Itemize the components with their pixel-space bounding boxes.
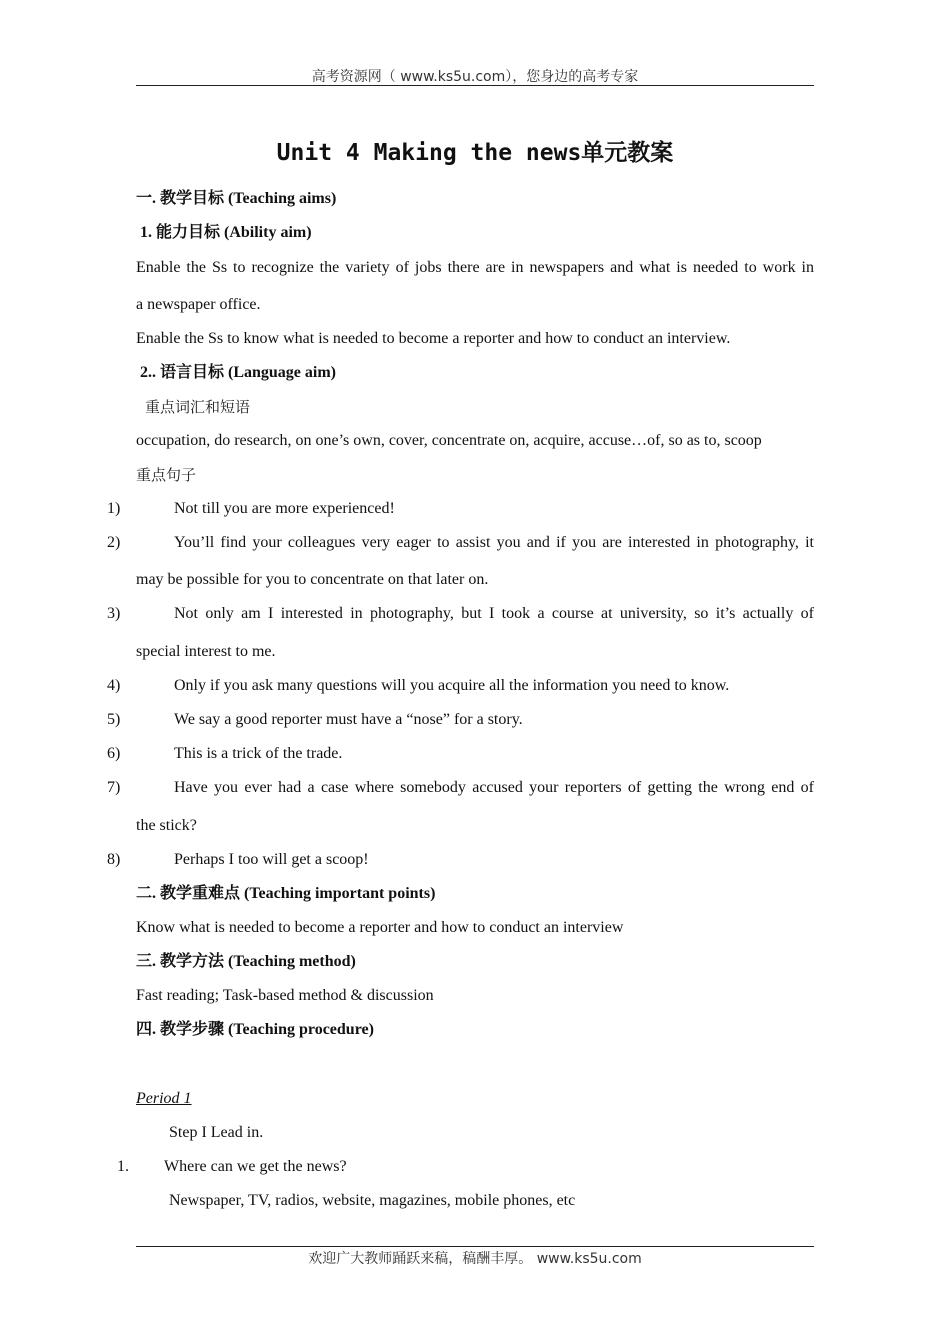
ability-paragraph-2: Enable the Ss to know what is needed to become a reporter and how to conduct an interview. — [136, 330, 731, 347]
vocab-list: occupation, do research, on one’s own, cover, concentrate on, acquire, accuse…of, so as to, scoop — [136, 432, 762, 449]
sentence-2-line-1: You’ll find your colleagues very eager to assist you and if you are interested in photography, it — [174, 534, 814, 551]
header-rule — [136, 85, 814, 86]
step-1-label: Step I Lead in. — [169, 1124, 264, 1141]
ability-paragraph-1-line-1: Enable the Ss to recognize the variety of jobs there are in newspapers and what is needed to work in — [136, 259, 814, 276]
page-footer: 欢迎广大教师踊跃来稿，稿酬丰厚。 www.ks5u.com — [308, 1251, 642, 1267]
sentence-1: Not till you are more experienced! — [174, 500, 395, 517]
language-aim-heading: 2.. 语言目标 (Language aim) — [140, 364, 337, 381]
vocab-label: 重点词汇和短语 — [145, 398, 251, 416]
sentence-7-line-2: the stick? — [136, 817, 197, 834]
ability-aim-heading: 1. 能力目标 (Ability aim) — [140, 224, 312, 241]
sentence-3-line-2: special interest to me. — [136, 643, 276, 660]
sentence-2-line-2: may be possible for you to concentrate on that later on. — [136, 571, 489, 588]
sentence-3-number: 3) — [107, 605, 121, 622]
section-3-text: Fast reading; Task-based method & discussion — [136, 987, 434, 1004]
document-title: Unit 4 Making the news单元教案 — [276, 140, 674, 166]
section-1-heading: 一. 教学目标 (Teaching aims) — [136, 190, 337, 207]
sentences-label: 重点句子 — [136, 466, 197, 484]
sentence-4: Only if you ask many questions will you acquire all the information you need to know. — [174, 677, 730, 694]
footer-rule — [136, 1246, 814, 1247]
sentence-1-number: 1) — [107, 500, 121, 517]
page-header: 高考资源网（ www.ks5u.com），您身边的高考专家 — [311, 69, 639, 85]
section-2-heading: 二. 教学重难点 (Teaching important points) — [136, 885, 436, 902]
period-label: Period 1 — [136, 1090, 192, 1107]
ability-paragraph-1-line-2: a newspaper office. — [136, 296, 261, 313]
sentence-3-line-1: Not only am I interested in photography, but I took a course at university, so it’s actually of — [174, 605, 814, 622]
sentence-5-number: 5) — [107, 711, 121, 728]
question-1: Where can we get the news? — [164, 1158, 347, 1175]
sentence-4-number: 4) — [107, 677, 121, 694]
section-4-heading: 四. 教学步骤 (Teaching procedure) — [136, 1021, 374, 1038]
sentence-8: Perhaps I too will get a scoop! — [174, 851, 369, 868]
sentence-6: This is a trick of the trade. — [174, 745, 343, 762]
sentence-7-line-1: Have you ever had a case where somebody accused your reporters of getting the wrong end of — [174, 779, 814, 796]
section-2-text: Know what is needed to become a reporter and how to conduct an interview — [136, 919, 624, 936]
answer-1: Newspaper, TV, radios, website, magazines, mobile phones, etc — [169, 1192, 576, 1209]
sentence-8-number: 8) — [107, 851, 121, 868]
sentence-5: We say a good reporter must have a “nose” for a story. — [174, 711, 523, 728]
sentence-2-number: 2) — [107, 534, 121, 551]
section-3-heading: 三. 教学方法 (Teaching method) — [136, 953, 356, 970]
question-1-number: 1. — [117, 1158, 129, 1175]
sentence-6-number: 6) — [107, 745, 121, 762]
sentence-7-number: 7) — [107, 779, 121, 796]
